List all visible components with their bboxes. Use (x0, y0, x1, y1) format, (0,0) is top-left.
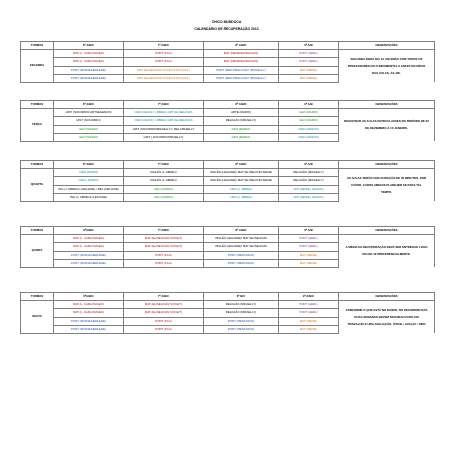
schedule-cell: PORT (HERL) (279, 58, 339, 66)
observations-cell (339, 301, 435, 334)
schedule-cell: ARTE (MARIO) (204, 109, 279, 117)
column-header: 8ª A/B/C (204, 161, 279, 169)
schedule-cell: RELIGIÃO (MIKAELLY) (279, 169, 339, 177)
schedule-cell: HIST (SOCORRO) (54, 117, 124, 125)
schedule-cell: MAT (ELISEU/GIN/ VOCE/T) (124, 243, 204, 251)
schedule-cell: GEO (MARIO) (54, 133, 124, 141)
schedule-cell: HIST ( SOCORRO/MIKAELLY) (124, 133, 204, 141)
column-header: 7ª A/B/C (124, 161, 204, 169)
column-header: 9ª A/B (279, 101, 339, 109)
schedule-cell: PORT (HERL) (279, 301, 339, 309)
day-name: TERÇA (21, 109, 54, 142)
schedule-cell: GEO (MARIO) (204, 133, 279, 141)
column-header: 6ªA/B/C (54, 227, 124, 235)
schedule-cell: PORT (FCA) (124, 251, 204, 259)
schedule-cell: CIEN (J. ABREU) (204, 185, 279, 193)
schedule-cell: RELIGIÃO (MIKAELLY) (204, 117, 279, 125)
column-header: 8ª A/B/C (204, 42, 279, 50)
table-header-row (21, 227, 435, 235)
schedule-cell: CIEN (J. ABREU) (204, 193, 279, 201)
observation-line: A MÉDIA DA RECUPERAÇÃO DEVE SER ENTREGUE LOGO (345, 245, 428, 250)
day-name: SEXTA (21, 301, 54, 334)
schedule-cell: MAT (DEISE) (279, 251, 339, 259)
schedule-cell: PORT (HERL) (279, 243, 339, 251)
schedule-cell: GEO (MARIO) (54, 125, 124, 133)
schedule-cell: PORT (HERL) (279, 235, 339, 243)
observations-cell (339, 235, 435, 268)
column-header: OBSERVAÇÕES (339, 227, 435, 235)
day-name: SEGUNDA (21, 50, 54, 83)
schedule-cell: MAT (ELISEU/GIN/ VOCE/T) (124, 235, 204, 243)
schedule-cell: ING (J. ABREU)/ (LEILIANE) (54, 193, 124, 201)
observation-line: DE DEZEMBRO À 10 JANEIRO. (365, 126, 408, 131)
column-header: TURMAS (21, 227, 54, 235)
schedule-cell: ART (DEISE / GESON) (279, 193, 339, 201)
schedule-cell: CIEN (GESON) (279, 125, 339, 133)
schedule-cell: RELIGIÃO (MIKAELLY) (204, 301, 279, 309)
observations-cell (339, 109, 435, 142)
schedule-cell: GEO (MARIO) (279, 109, 339, 117)
column-header: 6ªA/B/C (54, 293, 124, 301)
schedule-cell: GEO (MARIO) (124, 193, 204, 201)
schedule-cell: PORT (MENT/MAIJ) MAT (MIKAELLY) (204, 74, 279, 82)
schedule-table-quinta (20, 226, 435, 268)
schedule-cell: MAT (DEISE/ELISEU/GIN) (204, 50, 279, 58)
schedule-cell: MAT (DEISE) (279, 66, 339, 74)
column-header: 7ª A/B/C (124, 101, 204, 109)
observation-line: DAS AULAS. ÀS 13h. (372, 70, 401, 75)
schedule-cell: CIEN (MARIO) (54, 169, 124, 177)
schedule-cell: MAT (L. CARLOS/GEO) (54, 243, 124, 251)
schedule-cell: INGLÊS (J. ABREU) (124, 169, 204, 177)
table-header-row (21, 161, 435, 169)
schedule-cell: MAT (L. CARLOS/GEO) (54, 301, 124, 309)
schedule-cell: MAT (DEISE) (279, 325, 339, 333)
observation-line: PROFESSORES DO FUNDAMENTAL II ANTES DO INÍCIO (347, 63, 426, 68)
schedule-cell: PORT (FRANK/HERLENE) (54, 317, 124, 325)
calendar-title: CALENDÁRIO DE RECUPERAÇÃO 2012 (194, 27, 259, 31)
schedule-cell: INGLÊS (LEILIANE)/ MAT (ELISEU/GIN (204, 235, 279, 243)
schedule-cell: MAT (DEISE) (279, 317, 339, 325)
schedule-cell: HIST (SOCORRO/MIKAELLY) / REL MIKAELLY (124, 125, 204, 133)
schedule-table-quarta (20, 160, 435, 202)
schedule-table-sexta (20, 292, 435, 334)
column-header: 9ª A/B (279, 227, 339, 235)
schedule-cell: PORT (MENT/MAIJ) (204, 251, 279, 259)
column-header: OBSERVAÇÕES (339, 161, 435, 169)
schedule-table-segunda (20, 41, 435, 83)
observation-line: DUAS SEMANAS DEVEM SER REALIZADO UM (354, 314, 419, 319)
schedule-cell: PORT (FRANK/HERLENE) (54, 74, 124, 82)
column-header: 8ª B/C (204, 293, 279, 301)
schedule-cell: ART (DEISE / GESON) (279, 185, 339, 193)
table-header-row (21, 293, 435, 301)
schedule-cell: MAT (ELISEU/GIN/ VOCE/T) (124, 301, 204, 309)
observation-line: FAVOR, CAROS AMIGOS PLANEJEM SE PARA TAL (351, 182, 422, 187)
observation-line: SEGUNDA FEIRA DIA 10, REUNIÃO COM TODOS OS (350, 56, 423, 61)
schedule-table-terça (20, 100, 435, 142)
schedule-cell: RELIGIÃO (MIKAELLY) (204, 309, 279, 317)
observation-line: TRABALHO E UMA AVALIAÇÃO. (TRAB + AVAL)/2 = MFR (347, 321, 426, 326)
schedule-cell: MAT (ELISEU/GIN/ VOCE/TJ/ RG (FCA ) (124, 66, 204, 74)
schedule-cell: CIEN ( MARIO) (54, 177, 124, 185)
table-row (21, 301, 435, 309)
schedule-cell: PORT (FRANK/HERLENE) (54, 66, 124, 74)
observation-line: CONFORME O QUE ESTÁ NO DIÁRIO, NO DECORRER DAS (345, 307, 428, 312)
schedule-cell: CIEN (CECI/F.) / ABREU/ ART (ELISEU/GIN) (124, 109, 204, 117)
observations-cell (339, 50, 435, 83)
schedule-cell: PORT (MENT/MAIJ) (204, 317, 279, 325)
schedule-cell: PORT (FRANK/HERLENE) (54, 325, 124, 333)
schedule-cell: PORT (FCA) (124, 259, 204, 267)
column-header: 8ª A/B/C (204, 227, 279, 235)
schedule-cell: PORT (FRANK/HERLENE) (54, 259, 124, 267)
schedule-cell: MAT (L. CARLOS/GEO) (54, 309, 124, 317)
column-header: TURMAS (21, 293, 54, 301)
schedule-cell: PORT (MENT/MAIJ) (204, 325, 279, 333)
schedule-cell: MAT (L. CARLOS/GEO) (54, 58, 124, 66)
schedule-cell: PORT (FRANK/HERLENE) (54, 251, 124, 259)
schedule-cell: CIEN (CECI/F.) / ABREU/ ART (ELISEU/GIN) (124, 117, 204, 125)
schedule-cell: INGLÊS (LEILIANE)/ MAT (ELISEU/GIN/ DEISE (204, 169, 279, 177)
column-header: 8ª A/B/C (204, 101, 279, 109)
table-row (21, 109, 435, 117)
observation-line: REGISTRAR AS AULAS EXTRACLASSES DO PERÍODO DE 02 (344, 119, 429, 124)
day-name: QUINTA (21, 235, 54, 268)
column-header: 6ª A/B/C (54, 161, 124, 169)
column-header: 9ª A/B/C (279, 293, 339, 301)
schedule-cell: HIST (SOCORRO/ ARTSEGENON) (54, 109, 124, 117)
column-header: 7ª A/B/C (124, 227, 204, 235)
schedule-cell: PORT (HERL) (279, 309, 339, 317)
schedule-cell: PORT (FCA) (124, 317, 204, 325)
observation-line: TEMPO. (380, 189, 393, 194)
day-name: QUARTA (21, 169, 54, 202)
schedule-cell: ING (J. ABREU)/ (LEILIANE) / REL (LEILIANE) (54, 185, 124, 193)
schedule-cell: GEO (MARIO) (279, 117, 339, 125)
table-row (21, 235, 435, 243)
schedule-cell: GEO (MARIO) (204, 125, 279, 133)
schedule-cell: INGLÊS (LEILIANE)/ MAT (ELISEU/GIN (204, 243, 279, 251)
column-header: OBSERVAÇÕES (339, 293, 435, 301)
observation-line: NO DIA 19 PREFERENCIALMENTE. (362, 252, 411, 257)
column-header: 7ª A/B/C (124, 293, 204, 301)
column-header: 6ª A/B/C (54, 42, 124, 50)
schedule-cell: INGLÊS (J. ABREU) (124, 177, 204, 185)
observation-line: AS AULAS TERÃO UMA DURAÇÃO DE 45 MINUTOS, POR (346, 175, 427, 180)
column-header: 9ª A/B (279, 42, 339, 50)
schedule-cell: PORT (MENT/MAIJ) (204, 259, 279, 267)
schedule-cell: MAT (ELISEU/GIN/ VOCE/T) (124, 309, 204, 317)
schedule-cell: MAT (DEISE/ELISEU/GIN) (204, 58, 279, 66)
schedule-cell: MAT (ELISEU/GIN/ VOCE/TJ/ RG (FCA ) (124, 74, 204, 82)
schedule-cell: PORT (FCA) (124, 58, 204, 66)
column-header: 7ª A/B/C (124, 42, 204, 50)
column-header: TURMAS (21, 161, 54, 169)
observations-cell (339, 169, 435, 202)
column-header: OBSERVAÇÕES (339, 42, 435, 50)
school-name: CHICO MUNDOCA (211, 20, 242, 24)
column-header: 9ª A/B (279, 161, 339, 169)
table-row (21, 169, 435, 177)
schedule-cell: PORT (MENT/MAIJ) MAT (MIKAELLY) (204, 66, 279, 74)
schedule-cell: PORT (HERL) (279, 50, 339, 58)
schedule-cell: GEO (MARIO) (124, 185, 204, 193)
column-header: TURMAS (21, 42, 54, 50)
schedule-cell: RELIGIÃO (MIKAELLY) (279, 177, 339, 185)
table-row (21, 50, 435, 58)
schedule-cell: MAT (DEISE) (279, 74, 339, 82)
column-header: 6ª A/B/C (54, 101, 124, 109)
schedule-cell: MAT (L. CARLOS/GEO) (54, 235, 124, 243)
table-header-row (21, 42, 435, 50)
schedule-cell: PORT (FCA) (124, 50, 204, 58)
column-header: OBSERVAÇÕES (339, 101, 435, 109)
schedule-cell: MAT (DEISE) (279, 259, 339, 267)
schedule-cell: MAT (L. CARLOS/GEO) (54, 50, 124, 58)
column-header: TURMAS (21, 101, 54, 109)
schedule-cell: INGLÊS (LEILIANE)/ MAT (ELISEU/GIN/ DEISE (204, 177, 279, 185)
schedule-cell: PORT (FCA) (124, 325, 204, 333)
table-header-row (21, 101, 435, 109)
schedule-cell: CIEN (GESON) (279, 133, 339, 141)
